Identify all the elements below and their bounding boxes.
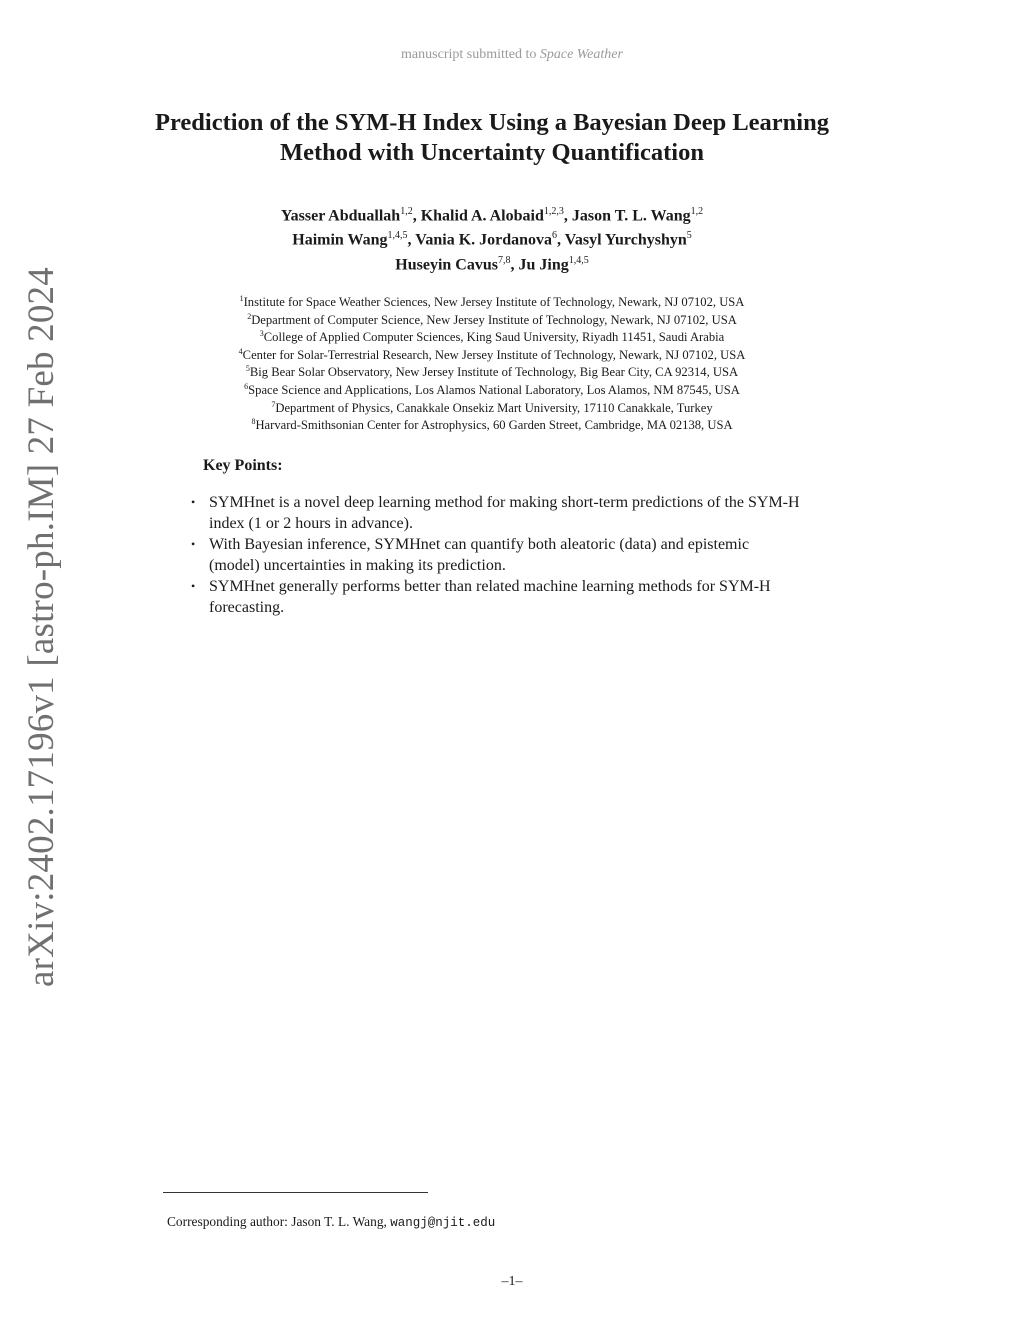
affiliation-number: 6 bbox=[244, 381, 249, 391]
header-journal: Space Weather bbox=[539, 47, 623, 62]
affiliation-number: 3 bbox=[259, 329, 264, 339]
author-affil: 7,8 bbox=[497, 254, 511, 266]
affiliation-item bbox=[140, 345, 844, 363]
affiliation-number: 8 bbox=[251, 417, 256, 427]
affiliation-text: Center for Solar-Terrestrial Research, New Jersey Institute of Technology, Newark, NJ 07102, USA bbox=[242, 347, 746, 362]
affiliation-text: Space Science and Applications, Los Alamos National Laboratory, Los Alamos, NM 87545, USA bbox=[248, 383, 740, 398]
author-email-link[interactable]: wangj@njit.edu bbox=[390, 1216, 496, 1230]
author-name: Vasyl Yurchyshyn bbox=[564, 231, 687, 249]
key-point-item bbox=[191, 492, 801, 534]
key-points-title: Key Points: bbox=[203, 457, 283, 474]
footnote-divider bbox=[163, 1192, 428, 1193]
paper-title: Prediction of the SYM-H Index Using a Bayesian Deep Learning Method with Uncertainty Quantification bbox=[155, 109, 829, 166]
author-affil: 6 bbox=[552, 230, 558, 242]
bullet-icon: • bbox=[191, 495, 196, 509]
key-point-text: SYMHnet is a novel deep learning method for making short-term predictions of the SYM-H index (1 or 2 hours in advance). bbox=[209, 494, 800, 532]
affiliation-number: 2 bbox=[247, 311, 252, 321]
affiliation-text: Big Bear Solar Observatory, New Jersey Institute of Technology, Big Bear City, CA 92314, USA bbox=[249, 365, 739, 380]
affiliation-number: 7 bbox=[271, 399, 276, 409]
author-list bbox=[150, 202, 834, 275]
affiliation-item bbox=[140, 310, 844, 328]
page-number: –1– bbox=[501, 1274, 523, 1289]
key-point-text: SYMHnet generally performs better than related machine learning methods for SYM-H forecasting. bbox=[209, 578, 771, 616]
affiliation-text: Institute for Space Weather Sciences, New Jersey Institute of Technology, Newark, NJ 07102, USA bbox=[243, 295, 745, 310]
affiliation-text: College of Applied Computer Sciences, King Saud University, Riyadh 11451, Saudi Arabia bbox=[263, 330, 725, 345]
key-point-item bbox=[191, 576, 801, 618]
affiliation-item bbox=[140, 398, 844, 416]
author-name: Jason T. L. Wang bbox=[571, 207, 691, 225]
affiliation-item bbox=[140, 415, 844, 433]
key-point-text: With Bayesian inference, SYMHnet can quantify both aleatoric (data) and epistemic (model) uncertainties in making its prediction. bbox=[209, 536, 750, 574]
affiliation-list bbox=[140, 292, 844, 433]
affiliation-item bbox=[140, 327, 844, 345]
author-affil: 1,4,5 bbox=[568, 254, 589, 266]
affiliation-text: Department of Physics, Canakkale Onsekiz Mart University, 17110 Canakkale, Turkey bbox=[275, 400, 713, 415]
arxiv-stamp: arXiv:2402.17196v1 [astro-ph.IM] 27 Feb 2024 bbox=[21, 267, 62, 987]
footnote-label: Corresponding author: bbox=[167, 1214, 288, 1229]
author-name: Huseyin Cavus bbox=[395, 255, 498, 273]
affiliation-text: Harvard-Smithsonian Center for Astrophysics, 60 Garden Street, Cambridge, MA 02138, USA bbox=[255, 418, 733, 433]
affiliation-number: 1 bbox=[239, 294, 244, 303]
bullet-icon: • bbox=[191, 579, 196, 593]
affiliation-item bbox=[140, 292, 844, 310]
author-affil: 1,2 bbox=[690, 206, 704, 217]
author-line-2: Haimin Wang$^{1,4,5}$, Vania K. Jordanova$^6$, Vasyl Yurchyshyn$^5$ bbox=[292, 230, 692, 249]
affiliation-text: Department of Computer Science, New Jersey Institute of Technology, Newark, NJ 07102, USA bbox=[251, 312, 737, 327]
corresponding-author-note bbox=[167, 1214, 495, 1230]
affiliation-item bbox=[140, 380, 844, 398]
author-affil: 1,4,5 bbox=[387, 230, 408, 242]
affiliation-number: 5 bbox=[245, 364, 250, 374]
key-point-item bbox=[191, 534, 801, 576]
author-affil: 5 bbox=[686, 230, 692, 242]
running-header bbox=[0, 47, 1024, 63]
author-name: Khalid A. Alobaid bbox=[420, 207, 544, 225]
author-name: Vania K. Jordanova bbox=[415, 231, 553, 249]
key-points-list bbox=[191, 492, 803, 618]
footnote-name: Jason T. L. Wang, bbox=[291, 1214, 387, 1229]
author-name: Ju Jing bbox=[518, 255, 569, 273]
author-line-3: Huseyin Cavus$^{7,8}$, Ju Jing$^{1,4,5}$ bbox=[395, 254, 589, 273]
author-name: Haimin Wang bbox=[292, 231, 388, 249]
key-points-section bbox=[191, 457, 803, 618]
affiliation-number: 4 bbox=[238, 346, 243, 356]
author-affil: 1,2,3 bbox=[543, 206, 564, 217]
header-prefix: manuscript submitted to bbox=[401, 47, 537, 62]
affiliation-item bbox=[140, 362, 844, 380]
bullet-icon: • bbox=[191, 537, 196, 551]
author-affil: 1,2 bbox=[400, 206, 413, 217]
author-line-1: Yasser Abduallah$^{1,2}$, Khalid A. Alobaid$^{1,2,3}$, Jason T. L. Wang$^{1,2}$ bbox=[280, 206, 704, 225]
author-name: Yasser Abduallah bbox=[280, 207, 401, 225]
